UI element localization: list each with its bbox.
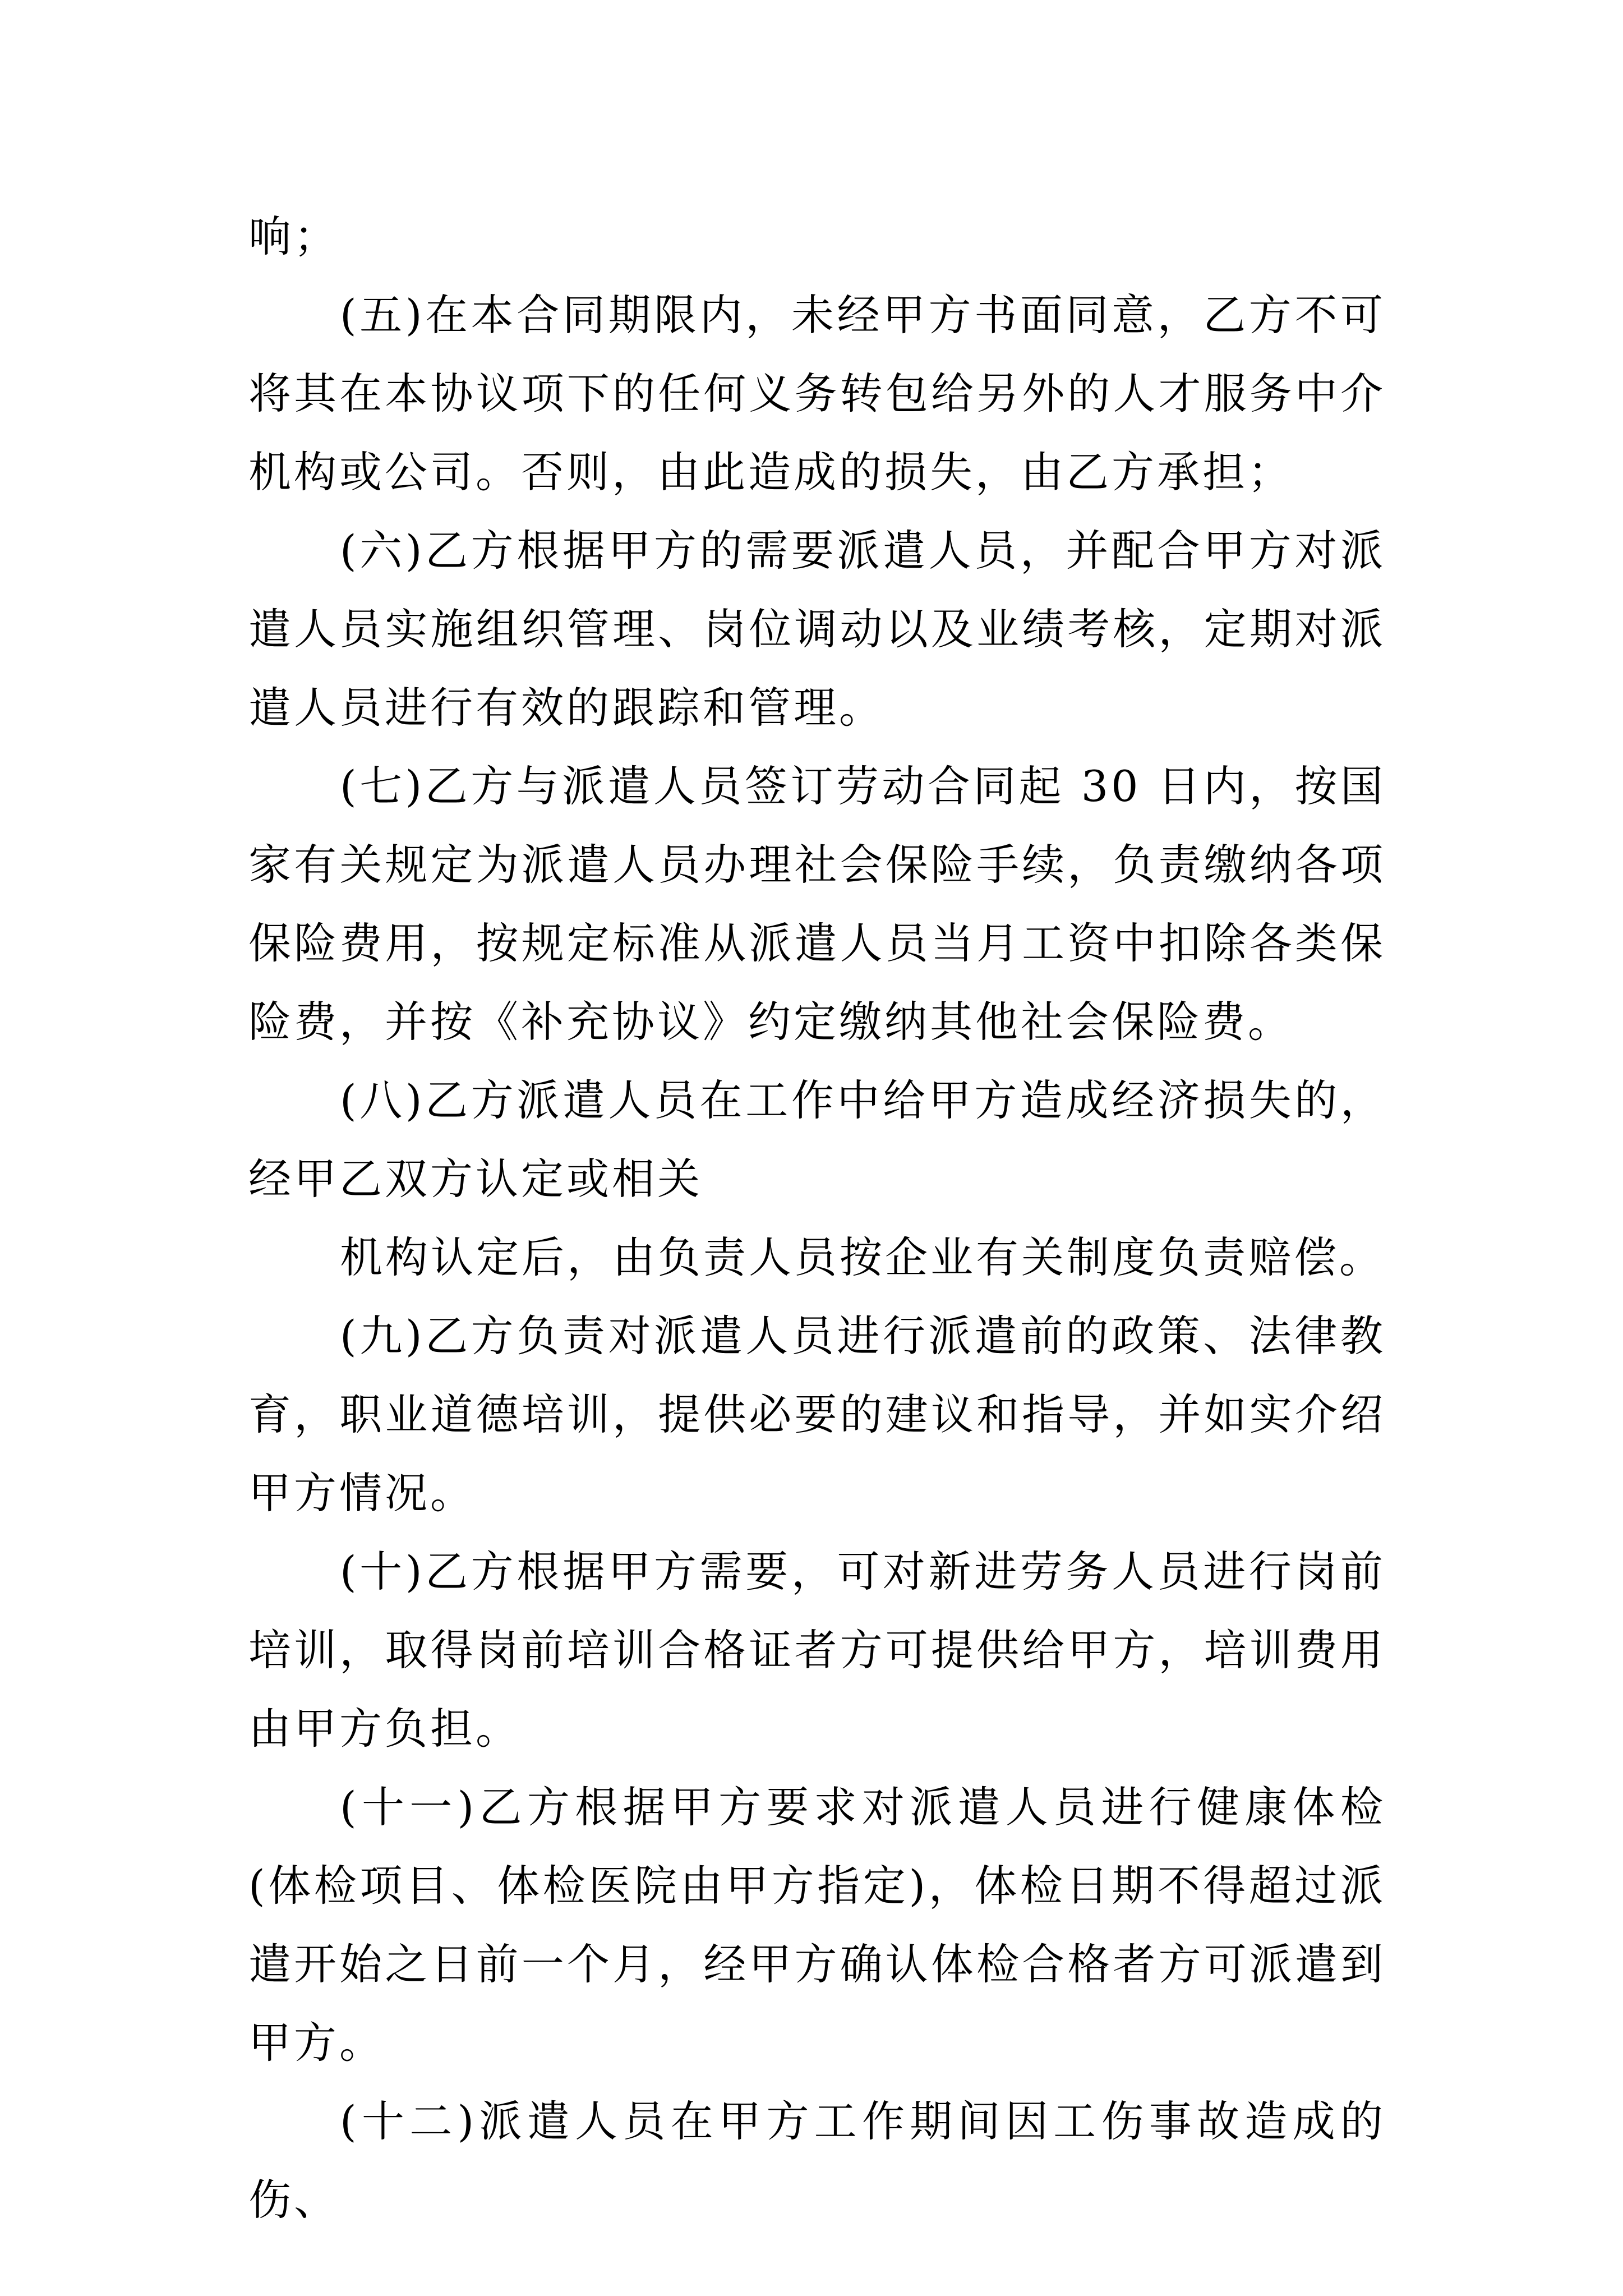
contract-text-block (248, 197, 1386, 2239)
contract-paragraph: 响； (248, 211, 339, 261)
contract-paragraph: (十二)派遣人员在甲方工作期间因工伤事故造成的伤、 (248, 2096, 1386, 2225)
contract-paragraph: (六)乙方根据甲方的需要派遣人员，并配合甲方对派遣人员实施组织管理、岗位调动以及业绩考核，定期对派遣人员进行有效的跟踪和管理。 (248, 526, 1386, 733)
contract-paragraph: (十)乙方根据甲方需要，可对新进劳务人员进行岗前培训，取得岗前培训合格证者方可提供给甲方，培训费用由甲方负担。 (248, 1547, 1386, 1754)
contract-paragraph: (五)在本合同期限内，未经甲方书面同意，乙方不可将其在本协议项下的任何义务转包给另外的人才服务中介机构或公司。否则，由此造成的损失，由乙方承担； (248, 290, 1386, 497)
contract-paragraph: (十一)乙方根据甲方要求对派遣人员进行健康体检(体检项目、体检医院由甲方指定)，体检日期不得超过派遣开始之日前一个月，经甲方确认体检合格者方可派遣到甲方。 (248, 1782, 1386, 2068)
contract-paragraph: (九)乙方负责对派遣人员进行派遣前的政策、法律教育，职业道德培训，提供必要的建议和指导，并如实介绍甲方情况。 (248, 1311, 1386, 1518)
contract-paragraph: (八)乙方派遣人员在工作中给甲方造成经济损失的，经甲乙双方认定或相关 (248, 1075, 1386, 1204)
contract-paragraph: (七)乙方与派遣人员签订劳动合同起 30 日内，按国家有关规定为派遣人员办理社会保险手续，负责缴纳各项保险费用，按规定标准从派遣人员当月工资中扣除各类保险费，并按《补充协议》约定缴纳其他社会保险费。 (248, 761, 1386, 1047)
contract-paragraph: 机构认定后，由负责人员按企业有关制度负责赔偿。 (340, 1232, 1385, 1282)
